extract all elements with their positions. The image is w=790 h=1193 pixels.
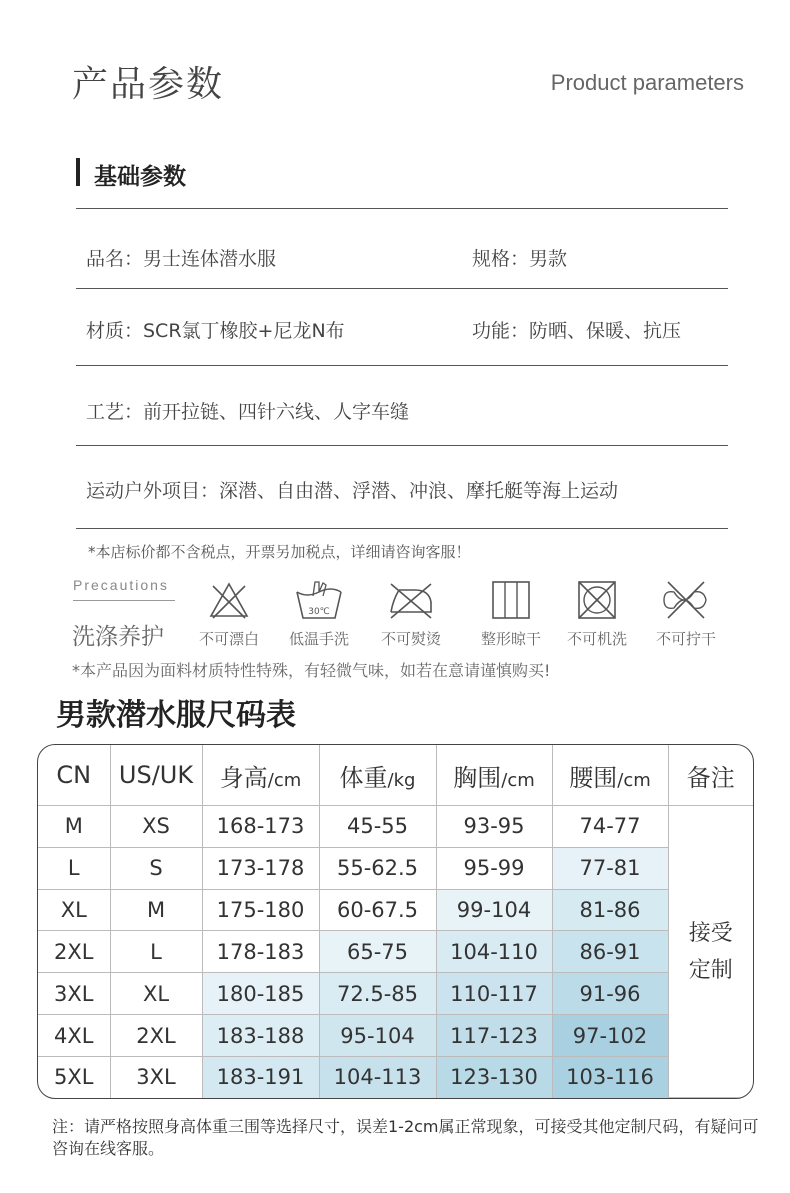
table-header-row: [38, 745, 753, 806]
cell-usuk: 3XL: [110, 1056, 202, 1097]
cell-usuk: 2XL: [110, 1015, 202, 1057]
divider: [76, 445, 728, 446]
cell-usuk: M: [110, 889, 202, 931]
divider: [73, 600, 175, 601]
header-usuk: US/UK: [110, 745, 202, 806]
cell-height: 168-173: [202, 806, 319, 848]
cell-cn: 2XL: [38, 931, 110, 973]
divider: [76, 288, 728, 289]
care-item: [552, 578, 642, 649]
no-wring-icon: [658, 578, 714, 622]
param-craft: 工艺：前开拉链、四针六线、人字车缝: [86, 401, 410, 423]
cell-height: 180-185: [202, 973, 319, 1015]
cell-waist: 74-77: [552, 806, 668, 848]
cell-weight: 95-104: [319, 1015, 436, 1057]
care-label: 整形晾干: [480, 630, 541, 648]
header-cn: CN: [38, 745, 110, 806]
cell-waist: 103-116: [552, 1056, 668, 1097]
cell-waist: 86-91: [552, 931, 668, 973]
no-iron-icon: [385, 578, 437, 622]
tax-note: *本店标价都不含税点，开票另加税点，详细请咨询客服！: [88, 543, 471, 561]
cell-weight: 45-55: [319, 806, 436, 848]
table-row: [38, 806, 753, 848]
cell-chest: 95-99: [436, 847, 552, 889]
care-item: [366, 578, 456, 649]
cell-chest: 93-95: [436, 806, 552, 848]
cell-cn: M: [38, 806, 110, 848]
header-weight: 体重/kg: [319, 745, 436, 806]
header-waist: 腰围/cm: [552, 745, 668, 806]
odor-note: *本产品因为面料材质特性特殊，有轻微气味，如若在意请谨慎购买!: [72, 661, 551, 680]
cell-weight: 104-113: [319, 1056, 436, 1097]
section-marker: [76, 158, 80, 186]
cell-cn: 4XL: [38, 1015, 110, 1057]
param-sports: 运动户外项目：深潜、自由潜、浮潜、冲浪、摩托艇等海上运动: [86, 480, 619, 502]
cell-cn: 5XL: [38, 1056, 110, 1097]
divider: [76, 208, 728, 209]
cell-usuk: XS: [110, 806, 202, 848]
header-remark: 备注: [668, 745, 753, 806]
param-spec: 规格：男款: [472, 248, 568, 270]
care-label: 不可拧干: [655, 630, 716, 648]
page-title: 产品参数: [72, 64, 225, 105]
table-row: [38, 1056, 753, 1097]
hand-wash-icon: [293, 578, 345, 622]
cell-height: 183-188: [202, 1015, 319, 1057]
cell-waist: 77-81: [552, 847, 668, 889]
table-row: [38, 847, 753, 889]
care-label: 不可熨烫: [380, 630, 441, 648]
page-title-en: Product parameters: [550, 70, 744, 95]
care-label: 不可漂白: [198, 630, 259, 648]
param-function: 功能：防晒、保暖、抗压: [472, 320, 682, 342]
cell-height: 175-180: [202, 889, 319, 931]
cell-cn: XL: [38, 889, 110, 931]
cell-usuk: XL: [110, 973, 202, 1015]
cell-cn: 3XL: [38, 973, 110, 1015]
care-title: 洗涤养护: [72, 624, 164, 650]
care-item: [274, 578, 364, 649]
table-row: [38, 973, 753, 1015]
size-table: [37, 744, 754, 1099]
size-chart-title: 男款潜水服尺码表: [56, 698, 296, 733]
care-item: [641, 578, 731, 649]
header-height: 身高/cm: [202, 745, 319, 806]
cell-chest: 99-104: [436, 889, 552, 931]
cell-cn: L: [38, 847, 110, 889]
param-material: 材质：SCR氯丁橡胶+尼龙N布: [86, 320, 345, 342]
care-title-en: Precautions: [73, 577, 169, 593]
cell-chest: 104-110: [436, 931, 552, 973]
wash-temp: 30℃: [308, 607, 330, 617]
header-chest: 胸围/cm: [436, 745, 552, 806]
cell-usuk: S: [110, 847, 202, 889]
cell-waist: 81-86: [552, 889, 668, 931]
cell-height: 183-191: [202, 1056, 319, 1097]
table-row: [38, 889, 753, 931]
cell-chest: 123-130: [436, 1056, 552, 1097]
cell-weight: 60-67.5: [319, 889, 436, 931]
care-item: [466, 578, 556, 649]
cell-usuk: L: [110, 931, 202, 973]
table-row: [38, 1015, 753, 1057]
cell-height: 173-178: [202, 847, 319, 889]
section-title: 基础参数: [94, 164, 186, 190]
dry-flat-shade-icon: [489, 578, 533, 622]
divider: [76, 528, 728, 529]
param-name: 品名：男士连体潜水服: [86, 248, 277, 270]
cell-waist: 91-96: [552, 973, 668, 1015]
table-row: [38, 931, 753, 973]
care-label: 不可机洗: [566, 630, 627, 648]
care-label: 低温手洗: [288, 630, 349, 648]
divider: [76, 365, 728, 366]
care-item: [184, 578, 274, 649]
no-bleach-icon: [207, 578, 251, 622]
cell-waist: 97-102: [552, 1015, 668, 1057]
cell-weight: 72.5-85: [319, 973, 436, 1015]
size-footnote: 注：请严格按照身高体重三围等选择尺寸，误差1-2cm属正常现象，可接受其他定制尺码，有疑问可咨询在线客服。: [52, 1117, 759, 1158]
cell-height: 178-183: [202, 931, 319, 973]
no-machine-dry-icon: [575, 578, 619, 622]
cell-chest: 110-117: [436, 973, 552, 1015]
cell-weight: 55-62.5: [319, 847, 436, 889]
cell-chest: 117-123: [436, 1015, 552, 1057]
cell-remark: 接受 定制: [668, 806, 753, 1098]
cell-weight: 65-75: [319, 931, 436, 973]
